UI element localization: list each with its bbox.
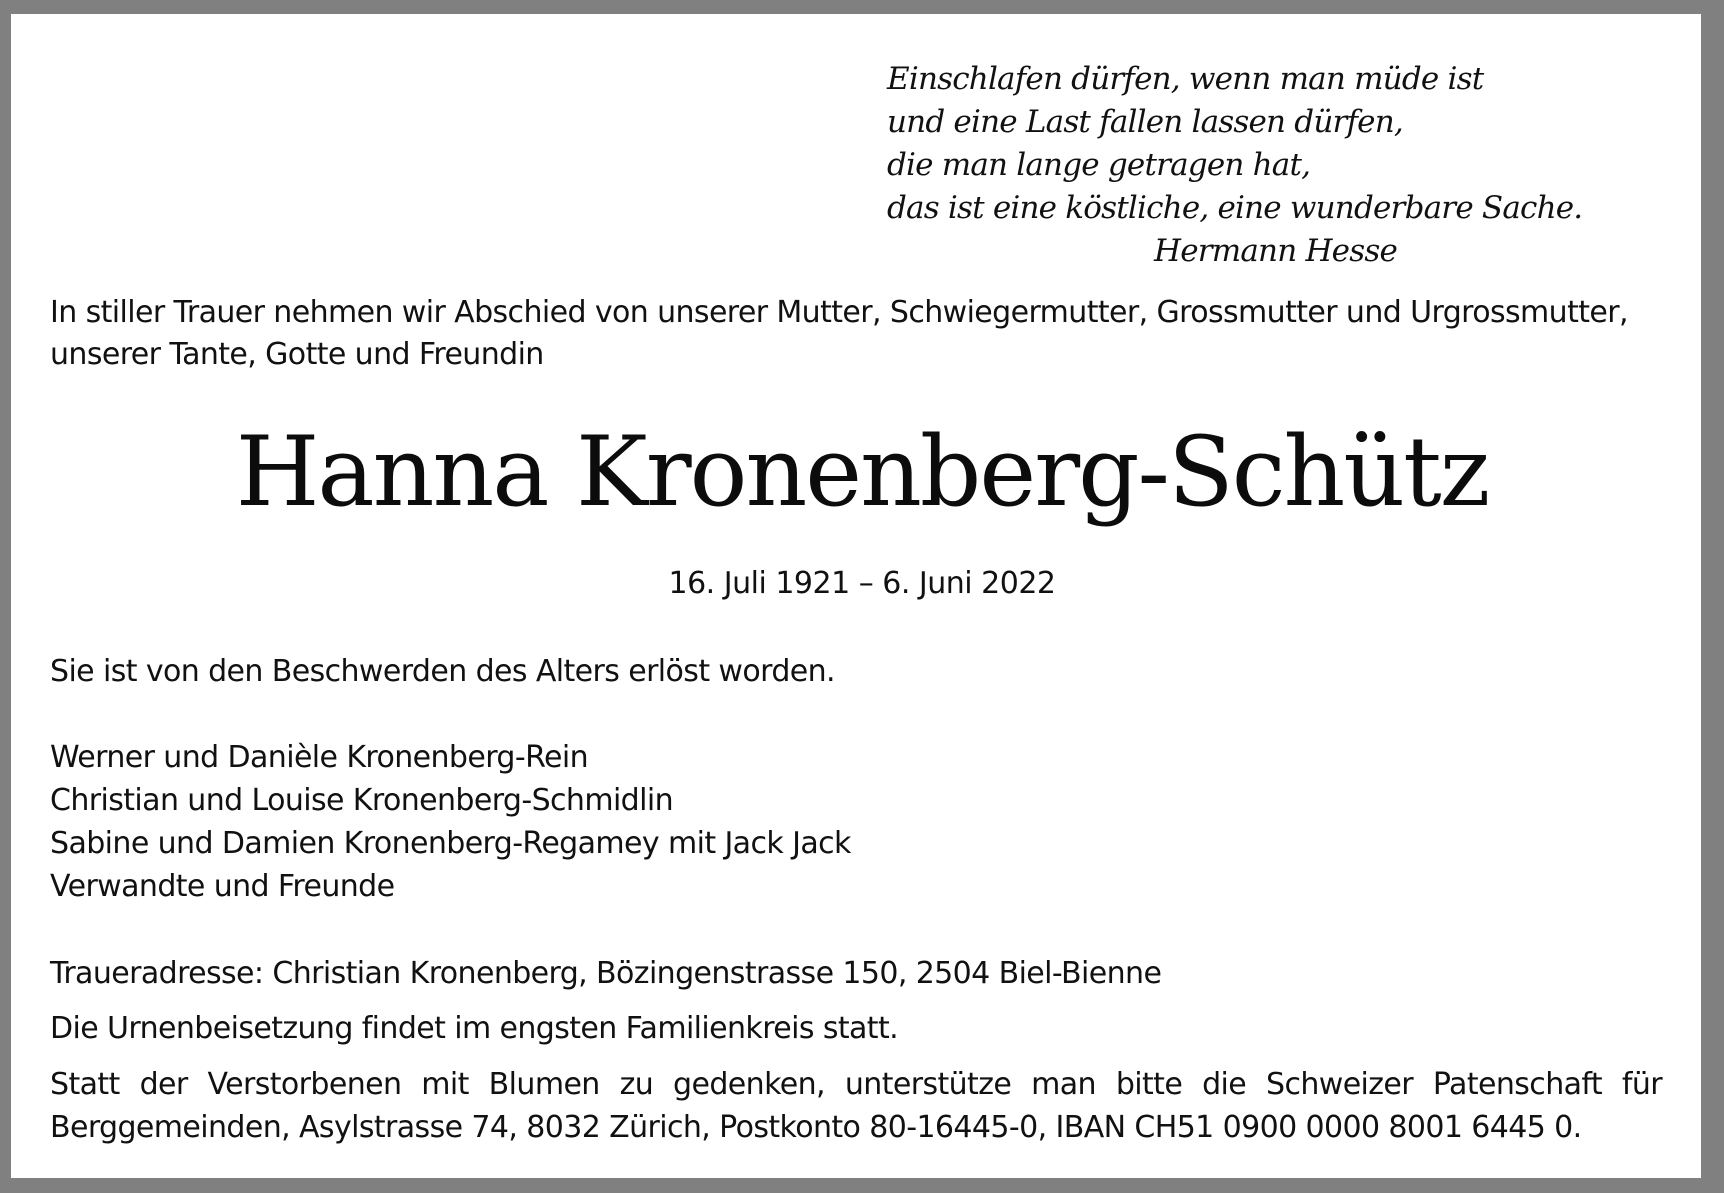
quote-line: Einschlafen dürfen, wenn man müde ist [887, 61, 1484, 97]
life-dates: 16. Juli 1921 – 6. Juni 2022 [668, 566, 1056, 601]
donation-line: Statt der Verstorbenen mit Blumen zu gedenken, unterstütze man bitte die Schweizer Patenschaft für [50, 1067, 1662, 1102]
mourner-line: Sabine und Damien Kronenberg-Regamey mit Jack Jack [50, 826, 851, 861]
quote-line: das ist eine köstliche, eine wunderbare Sache. [887, 190, 1583, 226]
quote-line: und eine Last fallen lassen dürfen, [887, 104, 1403, 140]
donation-note [50, 1063, 1662, 1149]
mourners-list [50, 736, 851, 908]
mourner-line: Werner und Danièle Kronenberg-Rein [50, 740, 588, 775]
quote-author: Hermann Hesse [1153, 233, 1397, 269]
intro-line: unserer Tante, Gotte und Freundin [50, 337, 544, 372]
burial-note: Die Urnenbeisetzung findet im engsten Familienkreis statt. [50, 1011, 899, 1046]
statement-text: Sie ist von den Beschwerden des Alters erlöst worden. [50, 654, 835, 689]
mourner-line: Verwandte und Freunde [50, 869, 395, 904]
quote-block [887, 58, 1583, 273]
mourning-address: Traueradresse: Christian Kronenberg, Bözingenstrasse 150, 2504 Biel-Bienne [50, 956, 1162, 991]
mourner-line: Christian und Louise Kronenberg-Schmidlin [50, 783, 674, 818]
intro-line: In stiller Trauer nehmen wir Abschied von unserer Mutter, Schwiegermutter, Grossmutter und Urgrossmutter, [50, 295, 1628, 330]
intro-text [50, 292, 1670, 376]
quote-line: die man lange getragen hat, [887, 147, 1311, 183]
donation-line: Berggemeinden, Asylstrasse 74, 8032 Zürich, Postkonto 80-16445-0, IBAN CH51 0900 0000 8001 6445 0. [50, 1110, 1582, 1145]
deceased-name: Hanna Kronenberg-Schütz [235, 416, 1489, 528]
